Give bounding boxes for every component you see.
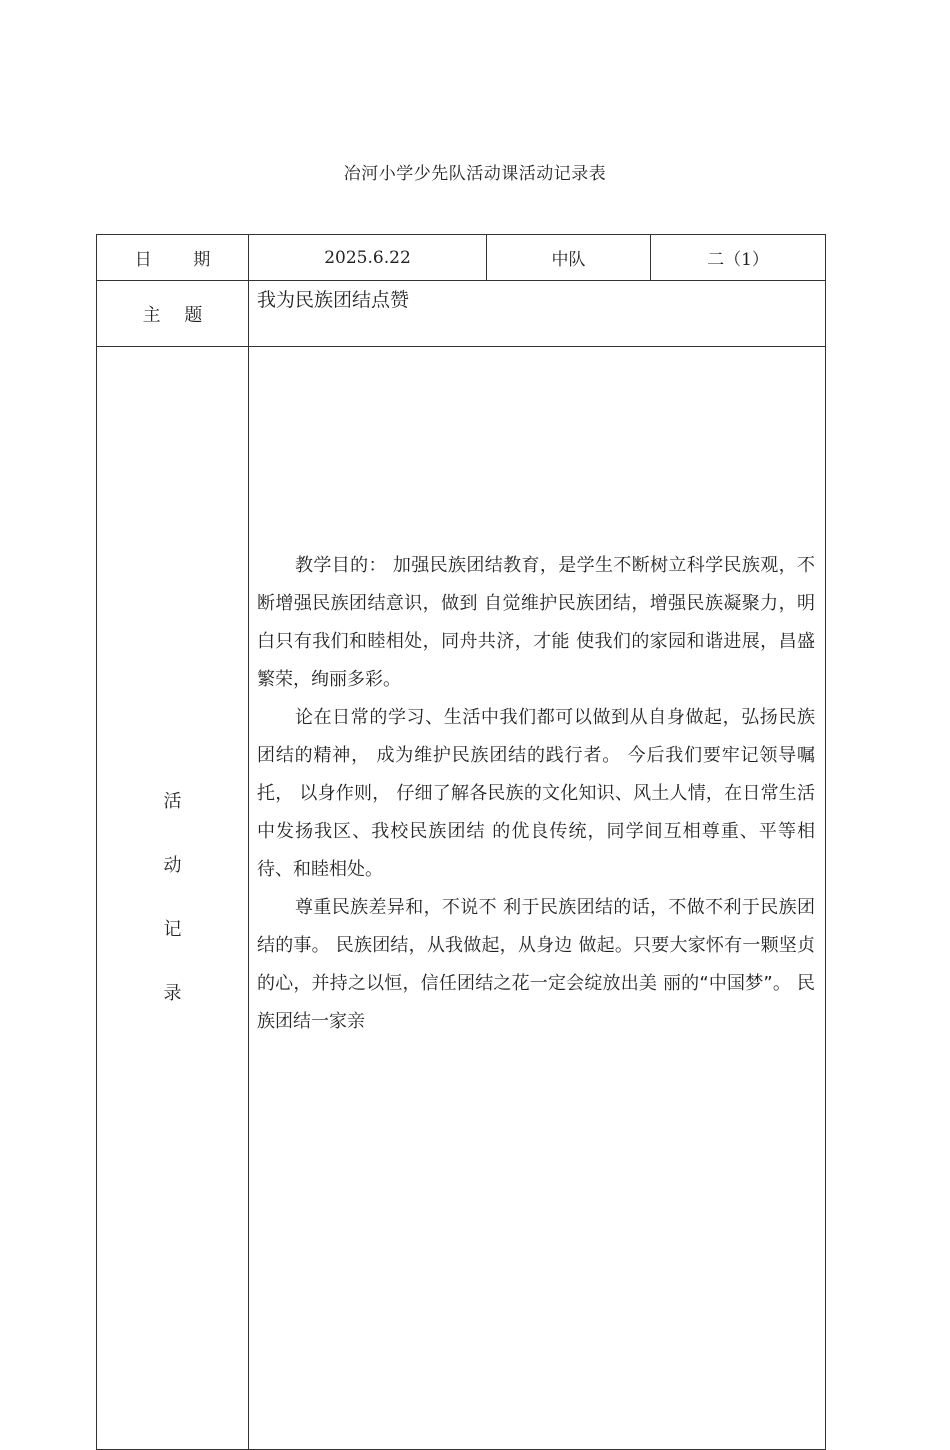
date-row <box>97 235 826 281</box>
record-paragraph: 教学目的： 加强民族团结教育，是学生不断树立科学民族观，不断增强民族团结意识，做到 自觉维护民族团结，增强民族凝聚力，明白只有我们和睦相处，同舟共济，才能 使我们的家园和谐进展，昌盛繁荣，绚丽多彩。 <box>257 555 815 690</box>
date-value: 2025.6.22 <box>249 235 487 281</box>
record-label <box>164 770 182 1026</box>
record-content <box>249 347 826 1450</box>
topic-value: 我为民族团结点赞 <box>249 281 826 347</box>
record-label-char: 录 <box>163 983 182 1004</box>
date-label: 日 期 <box>134 250 229 270</box>
topic-label: 主 题 <box>142 304 212 326</box>
record-label-cell <box>97 347 249 1450</box>
squad-value: 二（1） <box>651 235 826 281</box>
topic-label-cell <box>97 281 249 347</box>
squad-label: 中队 <box>487 235 651 281</box>
record-paragraph: 尊重民族差异和，不说不 利于民族团结的话，不做不利于民族团结的事。 民族团结，从我做起，从身边 做起。只要大家怀有一颗坚贞的心，并持之以恒，信任团结之花一定会绽放出美 丽的“中国梦”。 民族团结一家亲 <box>257 897 815 1032</box>
record-label-char: 动 <box>163 855 182 876</box>
record-row <box>97 347 826 1450</box>
record-paragraph: 论在日常的学习、生活中我们都可以做到从自身做起，弘扬民族 团结的精神， 成为维护民族团结的践行者。 今后我们要牢记领导嘱托， 以身作则， 仔细了解各民族的文化知识、风土人情，在日常生活中发扬我区、我校民族团结 的优良传统，同学间互相尊重、平等相待、和睦相处。 <box>257 707 815 880</box>
activity-record-table <box>96 234 826 1450</box>
date-label-cell <box>97 235 249 281</box>
topic-row <box>97 281 826 347</box>
record-label-char: 记 <box>163 919 182 940</box>
document-title: 冶河小学少先队活动课活动记录表 <box>343 164 607 184</box>
record-label-char: 活 <box>163 791 182 812</box>
